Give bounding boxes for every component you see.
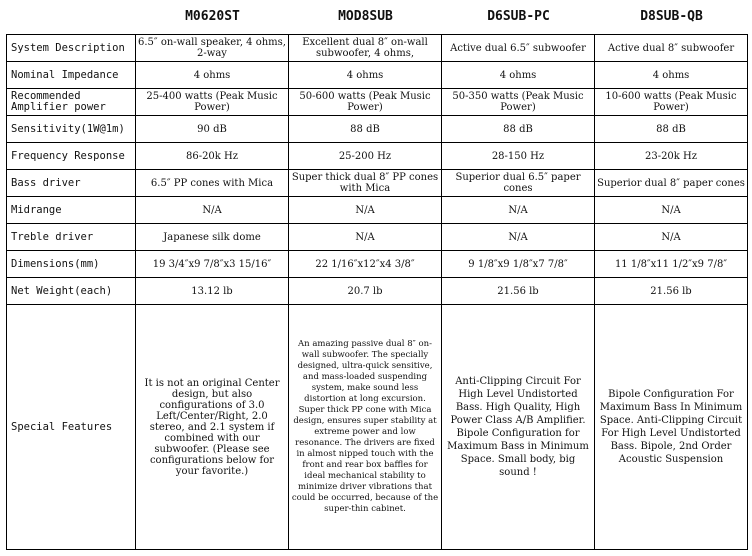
spec-cell: 21.56 lb (442, 278, 595, 305)
table-row (7, 35, 748, 62)
spec-cell: Active dual 8″ subwoofer (595, 35, 748, 62)
spec-cell: 86-20k Hz (136, 143, 289, 170)
row-label: Recommended Amplifier power (7, 89, 136, 116)
spec-cell: N/A (442, 197, 595, 224)
spec-cell: N/A (289, 224, 442, 251)
spec-cell: 90 dB (136, 116, 289, 143)
row-label: Bass driver (7, 170, 136, 197)
spec-cell: N/A (442, 224, 595, 251)
feature-text: Bipole Configuration For Maximum Bass In Minimum Space. Anti-Clipping Circuit For High Level Undistorted Bass. Bipole, 2nd Order Acoustic Suspension (595, 305, 748, 550)
spec-cell: 88 dB (289, 116, 442, 143)
table-row (7, 62, 748, 89)
spec-cell: 6.5″ on-wall speaker, 4 ohms, 2-way (136, 35, 289, 62)
spec-cell: Japanese silk dome (136, 224, 289, 251)
table-row (7, 143, 748, 170)
row-label: Dimensions(mm) (7, 251, 136, 278)
spec-cell: Superior dual 6.5″ paper cones (442, 170, 595, 197)
row-label: Midrange (7, 197, 136, 224)
spec-cell: 88 dB (595, 116, 748, 143)
spec-cell: N/A (595, 224, 748, 251)
table-row (7, 278, 748, 305)
spec-cell: 9 1/8″x9 1/8″x7 7/8″ (442, 251, 595, 278)
spec-cell: N/A (136, 197, 289, 224)
spec-cell: Excellent dual 8″ on-wall subwoofer, 4 ohms, (289, 35, 442, 62)
model-header-row (136, 0, 748, 34)
feature-text: An amazing passive dual 8″ on-wall subwoofer. The specially designed, ultra-quick sensitive, and mass-loaded suspending system, make sound less distortion at long excursion. Super thick PP cone with Mica design, ensures super stability at extreme power and low resonance. The drivers are fixed in almost nipped touch with the front and rear box baffles for ideal mechanical stability to minimize driver vibrations that could be occurred, because of the super-thin cabinet. (289, 305, 442, 550)
spec-cell: 25-400 watts (Peak Music Power) (136, 89, 289, 116)
spec-cell: 50-600 watts (Peak Music Power) (289, 89, 442, 116)
row-label: Net Weight(each) (7, 278, 136, 305)
table-row (7, 305, 748, 550)
spec-table (6, 34, 748, 550)
spec-cell: 11 1/8″x11 1/2″x9 7/8″ (595, 251, 748, 278)
table-row (7, 197, 748, 224)
spec-cell: 21.56 lb (595, 278, 748, 305)
table-row (7, 170, 748, 197)
spec-cell: Superior dual 8″ paper cones (595, 170, 748, 197)
table-row (7, 116, 748, 143)
row-label: Special Features (7, 305, 136, 550)
table-row (7, 224, 748, 251)
spec-cell: 28-150 Hz (442, 143, 595, 170)
row-label: Frequency Response (7, 143, 136, 170)
spec-cell: 25-200 Hz (289, 143, 442, 170)
row-label: Treble driver (7, 224, 136, 251)
model-name: D6SUB-PC (487, 9, 550, 24)
spec-cell: 4 ohms (136, 62, 289, 89)
feature-text: Anti-Clipping Circuit For High Level Undistorted Bass. High Quality, High Power Class A/B Amplifier. Bipole Configuration for Maximum Bass in Minimum Space. Small body, big sound ! (442, 305, 595, 550)
spec-cell: 4 ohms (442, 62, 595, 89)
model-name: D8SUB-QB (640, 9, 703, 24)
spec-cell: 20.7 lb (289, 278, 442, 305)
table-row (7, 251, 748, 278)
spec-cell: 4 ohms (289, 62, 442, 89)
spec-cell: 13.12 lb (136, 278, 289, 305)
spec-cell: 19 3/4″x9 7/8″x3 15/16″ (136, 251, 289, 278)
row-label: Sensitivity(1W@1m) (7, 116, 136, 143)
feature-text: It is not an original Center design, but also configurations of 3.0 Left/Center/Right, 2.0 stereo, and 2.1 system if combined with our subwoofer. (Please see configurations below for your favorite.) (136, 305, 289, 550)
row-label: System Description (7, 35, 136, 62)
table-row (7, 89, 748, 116)
spec-cell: N/A (289, 197, 442, 224)
spec-cell: 6.5″ PP cones with Mica (136, 170, 289, 197)
spec-cell: 4 ohms (595, 62, 748, 89)
spec-cell: 10-600 watts (Peak Music Power) (595, 89, 748, 116)
spec-cell: Active dual 6.5″ subwoofer (442, 35, 595, 62)
row-label: Nominal Impedance (7, 62, 136, 89)
model-name: M0620ST (185, 9, 240, 24)
model-name: MOD8SUB (338, 9, 393, 24)
spec-cell: N/A (595, 197, 748, 224)
spec-cell: Super thick dual 8″ PP cones with Mica (289, 170, 442, 197)
spec-cell: 22 1/16″x12″x4 3/8″ (289, 251, 442, 278)
spec-cell: 23-20k Hz (595, 143, 748, 170)
spec-cell: 88 dB (442, 116, 595, 143)
spec-cell: 50-350 watts (Peak Music Power) (442, 89, 595, 116)
